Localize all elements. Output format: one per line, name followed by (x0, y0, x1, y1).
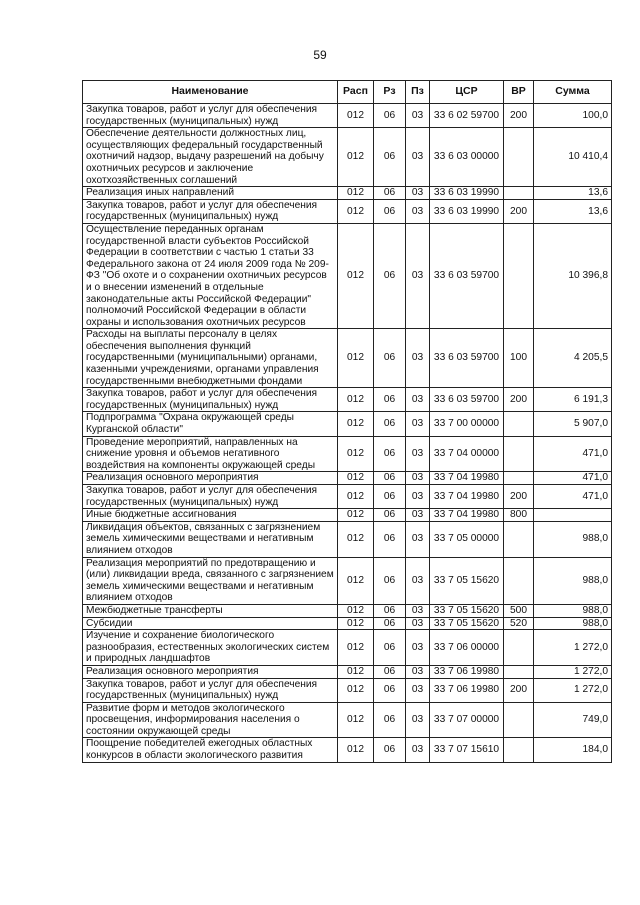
cell-sum: 13,6 (534, 199, 612, 223)
cell-vr: 500 (504, 604, 534, 617)
cell-rz: 06 (374, 738, 406, 762)
cell-rz: 06 (374, 104, 406, 128)
table-row (83, 412, 612, 436)
cell-rz: 06 (374, 702, 406, 738)
cell-vr (504, 630, 534, 666)
cell-vr: 200 (504, 678, 534, 702)
cell-vr: 200 (504, 104, 534, 128)
cell-rz: 06 (374, 665, 406, 678)
cell-rasp: 012 (338, 104, 374, 128)
table-body (83, 104, 612, 763)
cell-rasp: 012 (338, 329, 374, 388)
cell-name: Развитие форм и методов экологического просвещения, информирования населения о состоянии окружающей среды (83, 702, 338, 738)
cell-rasp: 012 (338, 678, 374, 702)
table-header-row (83, 81, 612, 104)
cell-csr: 33 6 02 59700 (430, 104, 504, 128)
cell-csr: 33 7 05 15620 (430, 617, 504, 630)
cell-rasp: 012 (338, 199, 374, 223)
cell-rz: 06 (374, 617, 406, 630)
cell-csr: 33 7 04 19980 (430, 485, 504, 509)
cell-rasp: 012 (338, 128, 374, 187)
cell-csr: 33 7 04 00000 (430, 436, 504, 472)
cell-rasp: 012 (338, 617, 374, 630)
table-row (83, 604, 612, 617)
cell-pz: 03 (406, 665, 430, 678)
cell-name: Межбюджетные трансферты (83, 604, 338, 617)
cell-sum: 749,0 (534, 702, 612, 738)
table-row (83, 617, 612, 630)
cell-vr (504, 521, 534, 557)
header-vr: ВР (504, 81, 534, 104)
cell-rasp: 012 (338, 223, 374, 328)
cell-sum: 988,0 (534, 521, 612, 557)
cell-csr: 33 7 05 15620 (430, 604, 504, 617)
cell-rz: 06 (374, 485, 406, 509)
table-row (83, 509, 612, 522)
cell-csr: 33 6 03 59700 (430, 388, 504, 412)
budget-table (82, 80, 612, 763)
cell-rasp: 012 (338, 436, 374, 472)
cell-pz: 03 (406, 436, 430, 472)
cell-vr: 200 (504, 199, 534, 223)
header-rasp: Расп (338, 81, 374, 104)
cell-sum: 13,6 (534, 187, 612, 200)
cell-rasp: 012 (338, 485, 374, 509)
cell-rasp: 012 (338, 412, 374, 436)
cell-pz: 03 (406, 630, 430, 666)
cell-rz: 06 (374, 128, 406, 187)
cell-vr (504, 223, 534, 328)
header-name: Наименование (83, 81, 338, 104)
cell-name: Закупка товаров, работ и услуг для обеспечения государственных (муниципальных) нужд (83, 388, 338, 412)
cell-csr: 33 7 06 00000 (430, 630, 504, 666)
table-row (83, 557, 612, 604)
cell-rasp: 012 (338, 738, 374, 762)
page-number: 59 (313, 48, 327, 62)
cell-name: Реализация основного мероприятия (83, 665, 338, 678)
cell-csr: 33 7 04 19980 (430, 509, 504, 522)
cell-csr: 33 7 04 19980 (430, 472, 504, 485)
cell-csr: 33 6 03 00000 (430, 128, 504, 187)
cell-rz: 06 (374, 509, 406, 522)
cell-sum: 1 272,0 (534, 630, 612, 666)
cell-pz: 03 (406, 329, 430, 388)
cell-vr (504, 472, 534, 485)
cell-rz: 06 (374, 388, 406, 412)
table-row (83, 104, 612, 128)
cell-sum: 10 410,4 (534, 128, 612, 187)
cell-pz: 03 (406, 104, 430, 128)
cell-sum: 6 191,3 (534, 388, 612, 412)
cell-vr: 200 (504, 485, 534, 509)
cell-pz: 03 (406, 617, 430, 630)
cell-name: Иные бюджетные ассигнования (83, 509, 338, 522)
cell-name: Поощрение победителей ежегодных областных конкурсов в области экологического развития (83, 738, 338, 762)
cell-csr: 33 6 03 19990 (430, 199, 504, 223)
cell-pz: 03 (406, 128, 430, 187)
cell-pz: 03 (406, 485, 430, 509)
cell-rz: 06 (374, 329, 406, 388)
cell-vr (504, 187, 534, 200)
cell-pz: 03 (406, 388, 430, 412)
header-rz: Рз (374, 81, 406, 104)
table-row (83, 199, 612, 223)
cell-name: Субсидии (83, 617, 338, 630)
cell-rasp: 012 (338, 630, 374, 666)
table-row (83, 472, 612, 485)
cell-pz: 03 (406, 738, 430, 762)
cell-rasp: 012 (338, 187, 374, 200)
cell-rasp: 012 (338, 604, 374, 617)
cell-vr (504, 702, 534, 738)
cell-name: Реализация мероприятий по предотвращению и (или) ликвидации вреда, связанного с загрязнением земель химическими веществами и негативным влиянием отходов (83, 557, 338, 604)
table-row (83, 665, 612, 678)
cell-name: Реализация иных направлений (83, 187, 338, 200)
header-pz: Пз (406, 81, 430, 104)
cell-vr: 520 (504, 617, 534, 630)
cell-pz: 03 (406, 702, 430, 738)
cell-rz: 06 (374, 412, 406, 436)
table-row (83, 187, 612, 200)
cell-sum: 10 396,8 (534, 223, 612, 328)
cell-rz: 06 (374, 557, 406, 604)
cell-pz: 03 (406, 223, 430, 328)
cell-pz: 03 (406, 187, 430, 200)
cell-rasp: 012 (338, 521, 374, 557)
cell-pz: 03 (406, 412, 430, 436)
cell-vr (504, 412, 534, 436)
table-row (83, 436, 612, 472)
cell-pz: 03 (406, 472, 430, 485)
cell-sum: 988,0 (534, 617, 612, 630)
cell-csr: 33 7 07 15610 (430, 738, 504, 762)
cell-sum: 471,0 (534, 436, 612, 472)
cell-sum: 5 907,0 (534, 412, 612, 436)
cell-pz: 03 (406, 557, 430, 604)
cell-sum: 471,0 (534, 472, 612, 485)
cell-name: Обеспечение деятельности должностных лиц, осуществляющих федеральный государственный охотничий надзор, выдачу разрешений на добычу охотничьих ресурсов и заключение охотхозяйственных соглашений (83, 128, 338, 187)
cell-vr (504, 738, 534, 762)
cell-vr (504, 128, 534, 187)
cell-rz: 06 (374, 199, 406, 223)
cell-rz: 06 (374, 436, 406, 472)
cell-name: Подпрограмма "Охрана окружающей среды Курганской области" (83, 412, 338, 436)
cell-pz: 03 (406, 199, 430, 223)
table-row (83, 678, 612, 702)
cell-csr: 33 6 03 19990 (430, 187, 504, 200)
cell-sum (534, 509, 612, 522)
cell-rasp: 012 (338, 509, 374, 522)
table-row (83, 485, 612, 509)
cell-name: Закупка товаров, работ и услуг для обеспечения государственных (муниципальных) нужд (83, 678, 338, 702)
cell-rz: 06 (374, 521, 406, 557)
cell-rasp: 012 (338, 702, 374, 738)
cell-vr (504, 557, 534, 604)
cell-sum: 100,0 (534, 104, 612, 128)
table-row (83, 388, 612, 412)
table-row (83, 329, 612, 388)
cell-csr: 33 7 07 00000 (430, 702, 504, 738)
table-row (83, 223, 612, 328)
cell-sum: 1 272,0 (534, 665, 612, 678)
cell-name: Реализация основного мероприятия (83, 472, 338, 485)
cell-rasp: 012 (338, 472, 374, 485)
cell-name: Закупка товаров, работ и услуг для обеспечения государственных (муниципальных) нужд (83, 104, 338, 128)
cell-name: Ликвидация объектов, связанных с загрязнением земель химическими веществами и негативным влиянием отходов (83, 521, 338, 557)
cell-name: Закупка товаров, работ и услуг для обеспечения государственных (муниципальных) нужд (83, 485, 338, 509)
cell-sum: 184,0 (534, 738, 612, 762)
cell-pz: 03 (406, 521, 430, 557)
header-sum: Сумма (534, 81, 612, 104)
cell-pz: 03 (406, 509, 430, 522)
cell-csr: 33 7 06 19980 (430, 678, 504, 702)
cell-csr: 33 7 05 00000 (430, 521, 504, 557)
table-row (83, 521, 612, 557)
cell-csr: 33 7 06 19980 (430, 665, 504, 678)
cell-vr (504, 436, 534, 472)
table-row (83, 630, 612, 666)
table-row (83, 128, 612, 187)
cell-rasp: 012 (338, 557, 374, 604)
cell-vr: 800 (504, 509, 534, 522)
cell-sum: 4 205,5 (534, 329, 612, 388)
cell-sum: 471,0 (534, 485, 612, 509)
cell-pz: 03 (406, 678, 430, 702)
cell-name: Закупка товаров, работ и услуг для обеспечения государственных (муниципальных) нужд (83, 199, 338, 223)
table-row (83, 738, 612, 762)
cell-rz: 06 (374, 223, 406, 328)
cell-csr: 33 7 00 00000 (430, 412, 504, 436)
cell-csr: 33 6 03 59700 (430, 223, 504, 328)
cell-name: Проведение мероприятий, направленных на снижение уровня и объемов негативного воздействия на компоненты окружающей среды (83, 436, 338, 472)
cell-rz: 06 (374, 630, 406, 666)
cell-sum: 988,0 (534, 557, 612, 604)
cell-vr: 100 (504, 329, 534, 388)
table-row (83, 702, 612, 738)
cell-pz: 03 (406, 604, 430, 617)
cell-rasp: 012 (338, 388, 374, 412)
cell-name: Осуществление переданных органам государственной власти субъектов Российской Федерации в соответствии с частью 1 статьи 33 Федерального закона от 24 июля 2009 года № 209-ФЗ "Об охоте и о сохранении охотничьих ресурсов и о внесении изменений в отдельные законодательные акты Российской Федерации" полномочий Российской Федерации в области охраны и использования охотничьих ресурсов (83, 223, 338, 328)
cell-csr: 33 7 05 15620 (430, 557, 504, 604)
cell-sum: 1 272,0 (534, 678, 612, 702)
cell-rz: 06 (374, 604, 406, 617)
cell-vr (504, 665, 534, 678)
cell-rz: 06 (374, 187, 406, 200)
cell-csr: 33 6 03 59700 (430, 329, 504, 388)
header-csr: ЦСР (430, 81, 504, 104)
cell-rz: 06 (374, 678, 406, 702)
cell-sum: 988,0 (534, 604, 612, 617)
cell-name: Расходы на выплаты персоналу в целях обеспечения выполнения функций государственными (муниципальными) органами, казенными учреждениями, органами управления государственными внебюджетными фондами (83, 329, 338, 388)
cell-vr: 200 (504, 388, 534, 412)
cell-rasp: 012 (338, 665, 374, 678)
cell-name: Изучение и сохранение биологического разнообразия, естественных экологических систем и природных ландшафтов (83, 630, 338, 666)
cell-rz: 06 (374, 472, 406, 485)
